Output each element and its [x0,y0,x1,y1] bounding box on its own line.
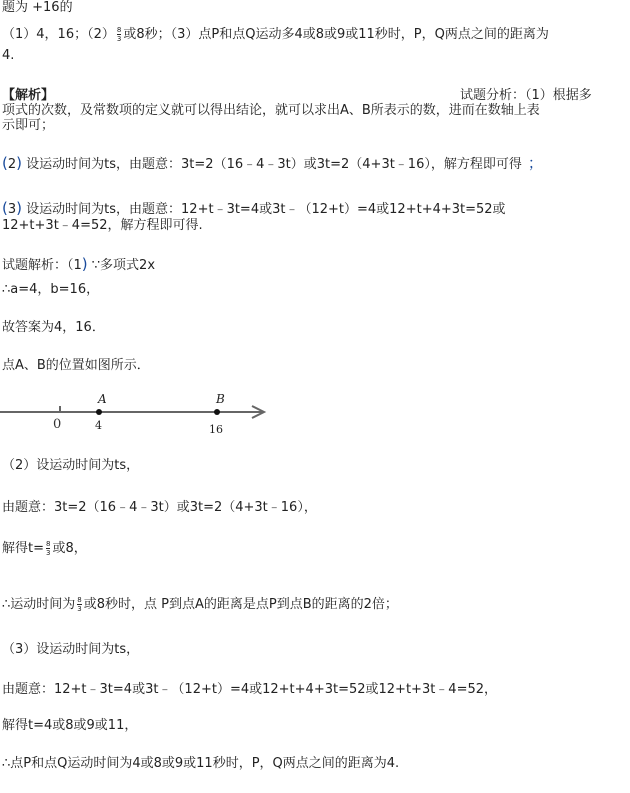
solution-l1b: ∵多项式2x [91,258,156,273]
point-b-label: B [216,392,225,406]
solution-line-2: ∴a=4，b=16， [2,282,100,297]
solution-part3-line-1 [2,642,139,658]
s2-l4b: 或8秒时，点 P到点A的距离是点P到点B的距离的2倍； [83,597,398,612]
analysis-heading: 【解析】 [2,88,55,103]
point-a-value: 4 [95,419,102,432]
analysis-part3-line2: 12+t+3t﹣4=52，解方程即可得. [2,218,203,233]
s2-l3a: 解得t= [2,541,44,556]
paren-open: ( [2,199,8,217]
origin-label: 0 [53,417,62,432]
number-line-figure [0,388,280,440]
part3-number: 3 [7,202,17,217]
part2-end: ； [527,154,543,172]
fraction-numerator: 8 [116,26,122,34]
solution-line-1 [2,256,155,274]
point-b-dot [214,409,220,415]
point-b-value: 16 [209,423,223,436]
s2-l4a: ∴运动时间为 [2,597,76,612]
answer-line-2: 4. [2,48,15,63]
fraction-numerator: 8 [77,596,82,604]
analysis-intro-line2: 项式的次数，及常数项的定义就可以得出结论，就可以求出A、B所表示的数，进而在数轴上表 [2,103,540,118]
answer-line-1 [2,26,549,43]
paren-close: ) [81,255,88,273]
s2-l3b: 或8， [52,541,87,556]
s2-l4-fraction [77,596,81,613]
top-line: 题为 +16的 [2,0,73,15]
analysis-part3 [2,200,506,218]
answer-fraction [117,26,121,43]
solution-l1a: 试题解析：（1 [2,258,82,273]
fraction-denominator: 3 [116,35,122,43]
paren-close: ) [16,199,22,217]
solution-part3-line-2: 由题意：12+t﹣3t=4或3t﹣（12+t）=4或12+t+4+3t=52或12+t+3t﹣4=52， [2,682,498,697]
s3-ts: ts [114,642,127,657]
solution-part2-line-2: 由题意：3t=2（16﹣4﹣3t）或3t=2（4+3t﹣16）， [2,500,317,515]
fraction-numerator: 8 [46,540,51,548]
analysis-intro-line3: 示即可； [2,118,55,133]
part2-number: 2 [7,157,17,172]
s2-ts: ts [114,458,127,473]
analysis-part2 [2,155,543,173]
paren-close: ) [16,154,22,172]
answer-part1: （1）4，16；（2） [2,27,115,42]
s3-a: （3）设运动时间为 [2,642,115,657]
point-a-dot [96,409,102,415]
solution-part2-line-3 [2,540,87,557]
analysis-intro-right: 试题分析：（1）根据多 [460,88,592,103]
point-a-label: A [98,392,107,406]
s2-b: ， [126,458,140,473]
solution-line-3: 故答案为4，16． [2,320,105,335]
paren-open: ( [2,154,8,172]
answer-part2: 或8秒；（3）点P和点Q运动多4或8或9或11秒时，P，Q两点之间的距离为 [123,27,549,42]
part2-ts: ts [104,157,117,172]
solution-line-4: 点A、B的位置如图所示． [2,358,150,373]
fraction-denominator: 3 [77,605,82,613]
part3-ts: ts [104,202,117,217]
solution-part3-line-4: ∴点P和点Q运动时间为4或8或9或11秒时，P，Q两点之间的距离为4. [2,756,400,771]
solution-part3-line-3: 解得t=4或8或9或11， [2,718,138,733]
s2-a: （2）设运动时间为 [2,458,115,473]
part3-text-a: 设运动时间为 [26,202,105,217]
s3-b: ， [126,642,140,657]
part3-text-b: ，由题意：12+t﹣3t=4或3t﹣（12+t）=4或12+t+4+3t=52或 [116,202,506,217]
solution-part2-line-4 [2,596,398,613]
part2-text-b: ，由题意：3t=2（16﹣4﹣3t）或3t=2（4+3t﹣16），解方程即可得 [116,157,522,172]
part2-text-a: 设运动时间为 [26,157,105,172]
s2-fraction [46,540,50,557]
fraction-denominator: 3 [46,549,51,557]
solution-part2-line-1 [2,458,139,474]
